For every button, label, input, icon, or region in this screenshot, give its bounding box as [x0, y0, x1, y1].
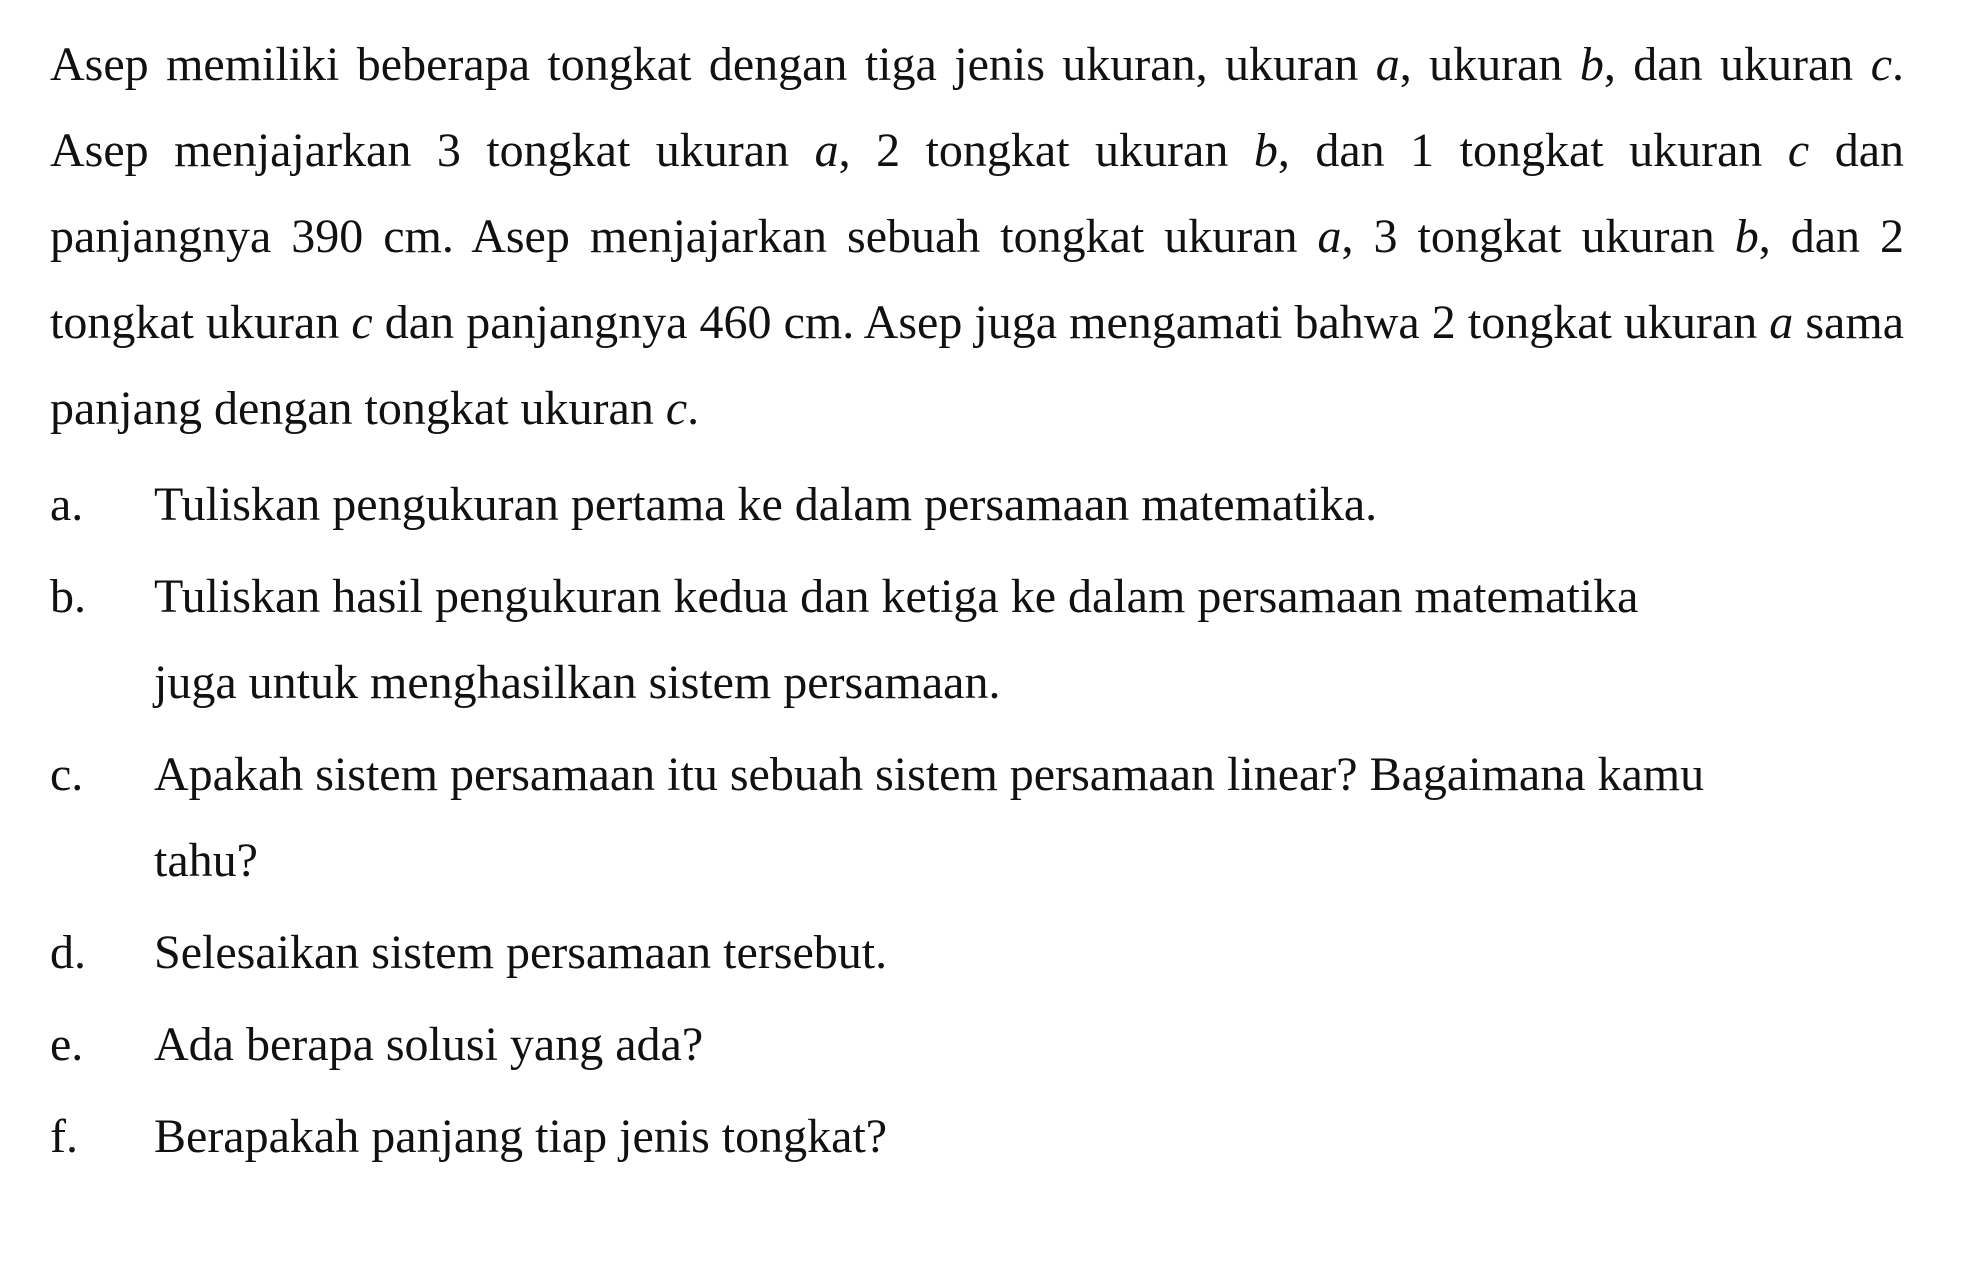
- intro-text: dan panjangnya 390 cm. Asep menjajarkan sebuah tongkat ukuran: [50, 124, 1905, 263]
- variable-a: a: [1375, 38, 1400, 91]
- intro-text: .: [687, 382, 700, 435]
- question-letter: b.: [50, 570, 86, 623]
- variable-a: a: [1769, 296, 1794, 349]
- question-text: Selesaikan sistem persamaan tersebut.: [154, 926, 888, 979]
- question-letter: f.: [50, 1110, 78, 1163]
- question-letter: d.: [50, 926, 86, 979]
- question-item-b: [50, 554, 1904, 726]
- intro-text: sama panjang dengan tongkat ukuran: [50, 296, 1904, 435]
- question-text: Apakah sistem persamaan itu sebuah sistem persamaan linear? Bagaimana kamu tahu?: [154, 748, 1705, 887]
- question-item-d: [50, 910, 1904, 996]
- question-item-f: [50, 1094, 1904, 1180]
- intro-text: Asep memiliki beberapa tongkat dengan tiga jenis ukuran, ukuran: [50, 38, 1376, 91]
- variable-b: b: [1579, 38, 1604, 91]
- intro-text: , dan ukuran: [1603, 38, 1871, 91]
- variable-b: b: [1253, 124, 1278, 177]
- question-letter: c.: [50, 748, 84, 801]
- intro-text: , dan 2 tongkat ukuran: [50, 210, 1905, 349]
- intro-text: , 3 tongkat ukuran: [1341, 210, 1735, 263]
- question-item-a: [50, 462, 1904, 548]
- question-letter: e.: [50, 1018, 84, 1071]
- question-text: Tuliskan pengukuran pertama ke dalam persamaan matematika.: [154, 478, 1378, 531]
- intro-text: dan panjangnya 460 cm. Asep juga mengamati bahwa 2 tongkat ukuran: [372, 296, 1770, 349]
- question-item-c: [50, 732, 1904, 904]
- intro-text: , dan 1 tongkat ukuran: [1277, 124, 1788, 177]
- question-item-e: [50, 1002, 1904, 1088]
- variable-a: a: [1317, 210, 1342, 263]
- variable-c: c: [665, 382, 688, 435]
- question-text: Ada berapa solusi yang ada?: [154, 1018, 704, 1071]
- question-text: Tuliskan hasil pengukuran kedua dan ketiga ke dalam persamaan matematika juga untuk menghasilkan sistem persamaan.: [154, 570, 1639, 709]
- variable-c: c: [1870, 38, 1892, 91]
- intro-text: . Asep menjajarkan 3 tongkat ukuran: [50, 38, 1904, 177]
- question-list: [50, 462, 1904, 1180]
- problem-statement: [50, 22, 1904, 452]
- variable-b: b: [1734, 210, 1759, 263]
- variable-c: c: [1787, 124, 1810, 177]
- question-letter: a.: [50, 478, 84, 531]
- intro-text: , 2 tongkat ukuran: [838, 124, 1254, 177]
- variable-c: c: [351, 296, 373, 349]
- variable-a: a: [814, 124, 839, 177]
- intro-text: , ukuran: [1399, 38, 1580, 91]
- question-text: Berapakah panjang tiap jenis tongkat?: [154, 1110, 888, 1163]
